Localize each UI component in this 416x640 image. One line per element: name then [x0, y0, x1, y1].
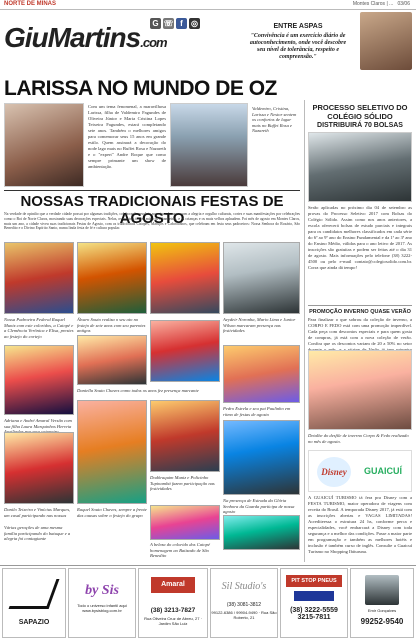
festa-photo-9	[4, 432, 74, 504]
festa-caption-12: A beleza do colorido dos Catopé homenagem ao Batizado de São Benedito	[150, 542, 211, 559]
emir-photo	[365, 575, 399, 605]
logo-text: GiuMartins	[4, 22, 141, 53]
michelin-badge	[294, 591, 334, 601]
site-logo[interactable]	[4, 22, 167, 54]
festa-caption-1: Nossa Padroeira Federal Raquel Muniz com este coloridos, a Catopé e a Clemência Verônica e Elisa, prestes ao festejo do cortejo	[4, 317, 74, 339]
festa-caption-9: Na presença de Estrada da Glória Senhora da Guarda participa de nossa agosto	[223, 498, 295, 515]
festa-caption-4: Adriana e André Amaral Versão com sua filha Laura Marquinhos Herreia	[4, 418, 72, 429]
ad-amaral[interactable]	[138, 568, 208, 638]
sidebar-subtitle: DISTRIBUIRÁ 70 BOLSAS	[317, 122, 403, 129]
pit-stop-phone: (38) 3222-5559	[290, 607, 338, 614]
pit-stop-logo: PIT STOP PNEUS	[286, 575, 342, 587]
shoe-icon	[9, 579, 60, 609]
festa-photo-11	[150, 400, 220, 472]
by-sis-logo: by Sis	[85, 583, 119, 598]
ad-pit-stop[interactable]	[280, 568, 348, 638]
amaral-phone: (38) 3213-7827	[150, 607, 196, 614]
festa-caption-7: Danilo Teixeira e Vinícius Marques, um casal participando nas nossas	[4, 507, 71, 518]
emir-name: Emir Gonçalves	[367, 608, 397, 613]
festa-caption-2: Álvaro Souto realiza o seu ato no festejo de sete anos com seu parentes antigos	[77, 317, 146, 334]
larissa-photo	[4, 103, 84, 187]
festa-photo-8	[223, 345, 300, 403]
festa-photo-10	[77, 400, 147, 504]
festa-photo-2	[77, 242, 147, 314]
ad-sil-studios[interactable]	[210, 568, 278, 638]
disney-text: A GUAICUÍ TURISMO tá fera pra Disney com a FESTA TURISMO, maior operadora de viagens com receita do Brasil. A temporada Disney 2017, já está com as inscrições abertas e VAGAS LIMITADAS! Acrediteessa o estrutura 24 hs, conforme perca e especialidades, você embarcará a Disney com toda segurança e a melhor das condições. Passe a maior parte em programação e também as melhores hotéis e inclusão é também curso de inglês. Consulte a Guaicuí Turismo no Shopping Ibituruna.	[308, 495, 412, 554]
promo-photo	[308, 350, 412, 430]
pit-stop-phone-2: 3215-7811	[297, 614, 331, 621]
quote-text: "Convivência é um exercício diário de autoconhecimento, onde você descobre seu nível de tolerância, respeito e compreensão."	[249, 33, 347, 60]
column-divider	[304, 100, 305, 562]
festa-caption-5: Daniella Souto Chaves como todos os anos fez presença marcante	[77, 388, 199, 393]
festas-intro: Na verdade de opinião que a verdade cidade possui por algumas tradições, colaboração resoluta por vias urbanas e com a alegria e orgulho culturais, cortes e suas manifestações por celebrações como o Boi de Norte Claros, mostrando suas decorações especiais. Nelas, os mestres tocam músicas e bandeiras, e as crianças e os mais velhos aplaudem. Foi mês de agosto em Montes Claros, mais um ano, a cidade viveu suas tradicionais Festas de Agosto, com os tradicionais Catopés, Marujos e Caboclinhos, que celebram em festa seus padroeiros: Nossa Senhora do Rosário, São Benedito e o Divino Espírito Santo, numa linda festa de fé e cultura popular.	[4, 212, 300, 231]
sapazio-label: SAPAZIO	[18, 619, 50, 626]
ad-emir[interactable]	[350, 568, 414, 638]
amaral-logo: Amaral	[151, 577, 195, 593]
quote-title: ENTRE ASPAS	[273, 23, 323, 30]
sil-studios-logo: Sil Studio's	[221, 581, 267, 592]
sidebar-text: Serão aplicadas no próximo dia 04 de setembro as provas do Processo Seletivo 2017 com Bolsas do Colégio Sólido. Assim como nos anos anteriores, a escola oferecerá bolsas de estudo parciais e integrais para os candidatos melhores classificados em cada série do 6º ao 9º ano do Ensino Fundamental e da 1ª ao 3ª ano do Ensino Médio, válidas para o ano letivo de 2017. As inscrições são gratuitas e podem ser feitas até o dia 31 de agosto. Mais informações pelo telefone (38) 3222-4500 ou pelo e-mail contato@colegiosolido.com.br. Corra que ainda dá tempo!	[308, 205, 412, 270]
top-bar	[0, 0, 416, 10]
festa-caption-10: Várias gerações de uma mesma família participando do batuque e a alegria foi contagiante	[4, 525, 71, 542]
amaral-address: Rua Oliveira Cruz de Abreu, 27 · Jardim São Luiz	[144, 616, 202, 626]
instagram-icon[interactable]: ◎	[189, 18, 200, 29]
festa-photo-6	[77, 335, 147, 385]
disney-ad[interactable]	[308, 450, 412, 492]
sil-studios-address: 99122-6386 / 99904-9490 · Rua São Roberto, 21	[211, 610, 277, 620]
page-info	[353, 1, 410, 7]
phone-icon[interactable]: ☏	[163, 19, 174, 28]
festa-photo-3	[150, 242, 220, 314]
festa-caption-3: Aeydeir Noronha, Mario Lima e Junior Wilson marcaram presença nas festividades	[223, 317, 296, 334]
logo-suffix: .com	[140, 35, 167, 50]
promo-caption: Detalhe do desfile de inverno Corpo & Fedo realizado no mês de agosto.	[308, 433, 409, 444]
author-photo	[360, 12, 412, 70]
larissa-text: Com um tema fenomenal, a maravilhosa Larissa, filha de Valdemiro Fagundes de Oliveira Júnior e Maria Cristina Lopes Teixeira Fagundes, estará completando sete anos. Também o melhores amigos para comemorar seus 15 anos em grande estilo. Quem assinará a decoração do node lago mais no Buffet Rosa e Nazareth e o "expert" Andre Roque que como sempre primante um show de ambientação.	[88, 104, 166, 169]
page-number: 03/06	[397, 1, 410, 7]
ad-by-sis[interactable]	[68, 568, 136, 638]
festa-photo-5	[4, 345, 74, 415]
emir-phone: 99252-9540	[360, 617, 404, 626]
festa-caption-8: Dodôraquim Muniz e Policinho Tupinambá fazem participação nas festividades	[150, 475, 215, 492]
festa-photo-14	[223, 515, 300, 550]
disney-logo: Disney	[317, 457, 351, 487]
festas-title: NOSSAS TRADICIONAIS FESTAS DE AGOSTO	[20, 193, 284, 227]
festa-caption-11: Raquel Souto Chaves, sempre a frente das causas sobre o festejo do grupo	[77, 507, 147, 518]
footer-divider	[0, 565, 416, 566]
sil-studios-phone: (38) 3081-3812	[226, 602, 262, 608]
guaicui-logo: GUAICUÍ	[364, 466, 402, 476]
section-divider	[4, 190, 300, 191]
festa-photo-1	[4, 242, 74, 314]
headline: LARISSA NO MUNDO DE OZ	[4, 77, 277, 100]
sidebar-title: PROCESSO SELETIVO DO COLÉGIO SÓLIDO	[312, 103, 408, 121]
edition-label: NORTE DE MINAS	[4, 1, 57, 7]
google-plus-icon[interactable]: G	[150, 18, 161, 29]
by-sis-site: www.bysisblog.com.br	[82, 608, 122, 613]
sidebar-divider	[308, 305, 412, 306]
promo-title: PROMOÇÃO INVERNO QUASE VERÃO	[309, 309, 411, 315]
promo-text: Para finalizar o que sobrou da coleção de inverno, a CORPO E FEDO está com uma promoção imperdível. Cada peça com descontos especiais e para quem gosta de compras, já está com a nova coleção de verão. Confira que os descontos variam de 20 a 50% no setor	[308, 317, 412, 346]
ad-sapazio[interactable]	[2, 568, 66, 638]
festa-photo-12	[223, 420, 300, 495]
by-sis-tagline: Todo o universo infantil aqui	[77, 603, 127, 608]
festa-photo-4	[223, 242, 300, 314]
facebook-icon[interactable]: f	[176, 18, 187, 29]
festa-photo-13	[150, 505, 220, 540]
family-photo	[170, 103, 248, 187]
festa-caption-6: Pedro Estrela e seu pai Paulinho em ritmo de festas de agosto	[223, 406, 291, 417]
festa-photo-7	[150, 320, 220, 382]
colegio-photo	[308, 132, 412, 202]
date-info: Montes Claros | ...	[352, 1, 394, 7]
family-caption: Valdemiro, Cristina, Larissa e Nestor sentem os confortos de lugar mais no Buffet Rosa e Nazareth	[252, 106, 297, 134]
